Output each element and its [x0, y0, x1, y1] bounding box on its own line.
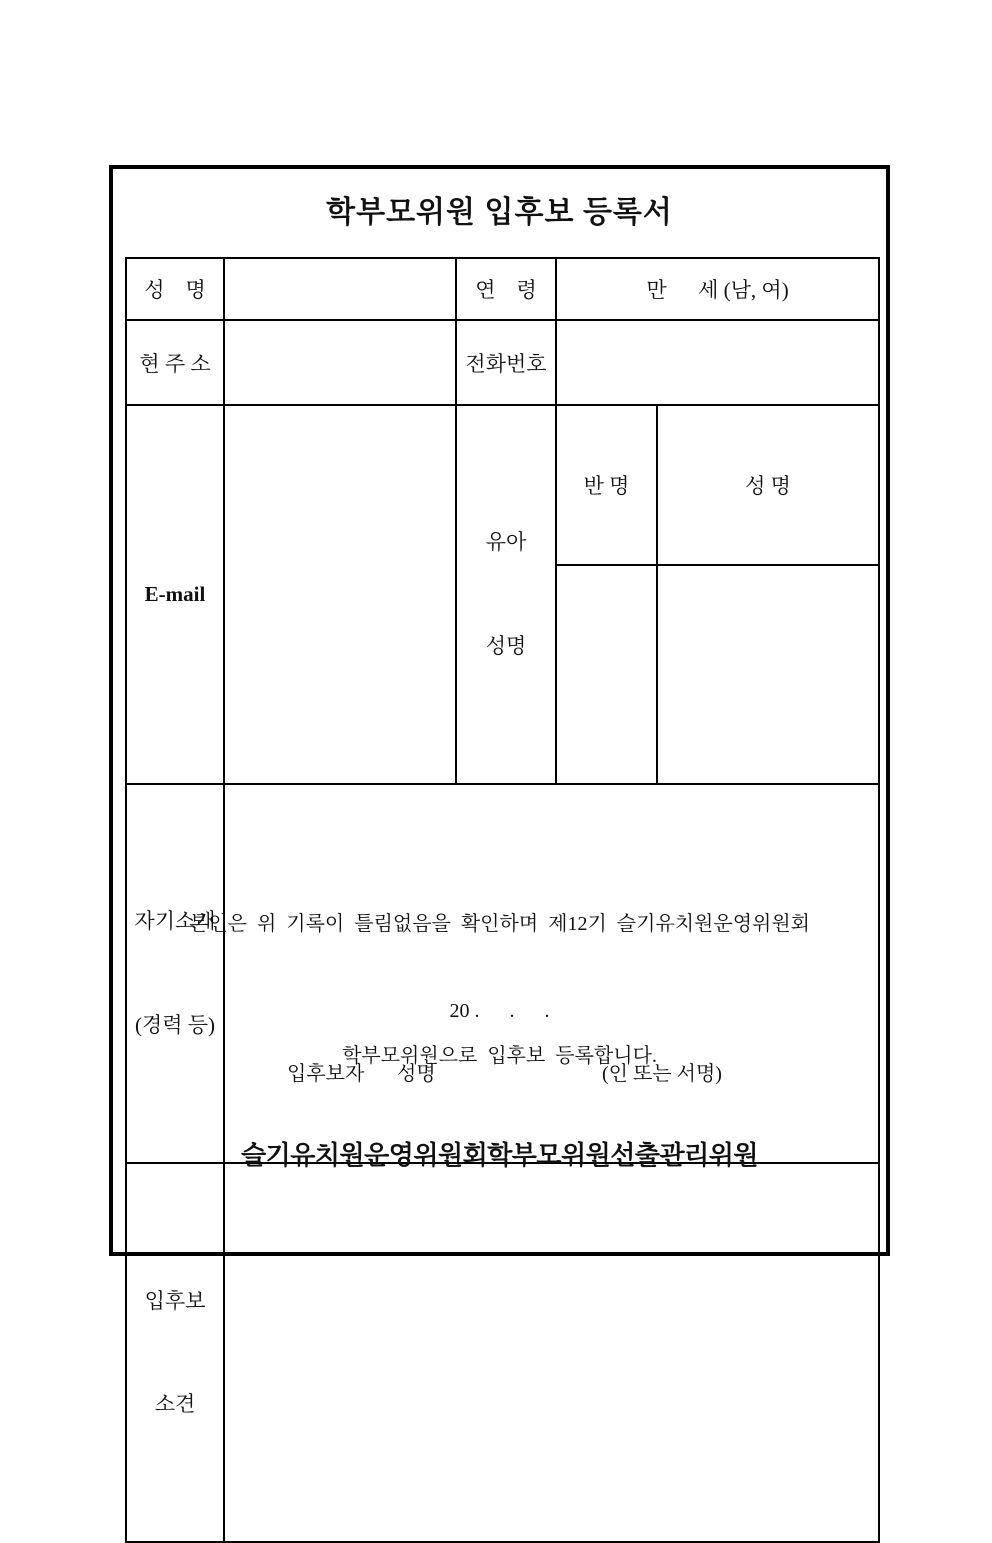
address-input-cell: [224, 320, 456, 405]
seal-or-signature-note: (인 또는 서명): [602, 1063, 722, 1085]
phone-label: 전화번호: [456, 320, 556, 405]
child-label-line1: 유아: [485, 530, 527, 555]
committee-footer: 슬기유치원운영위원회학부모위원선출관리위원: [241, 1141, 758, 1170]
child-name-header: 성 명: [657, 405, 879, 565]
statement-line1: 본인은 위 기록이 틀림없음을 확인하며 제12기 슬기유치원운영위원회: [189, 913, 810, 935]
phone-input-cell: [556, 320, 879, 405]
signature-row: [113, 1057, 886, 1087]
candidate-label: 입후보자: [287, 1063, 365, 1085]
date-line: 20 . . .: [449, 1000, 550, 1022]
table-row-name-age: [126, 258, 879, 320]
class-name-input-cell: [556, 565, 657, 784]
address-label: 현 주 소: [126, 320, 224, 405]
opinion-label-line1: 입후보: [144, 1288, 206, 1313]
age-value-cell: 만 세 (남, 여): [556, 258, 879, 320]
email-label: E-mail: [126, 405, 224, 784]
form-border-frame: [109, 165, 890, 1417]
table-row-email-child-header: [126, 405, 879, 565]
email-input-cell: [224, 405, 456, 784]
child-name-label: [456, 405, 556, 784]
opinion-label-line2: 소견: [154, 1392, 196, 1417]
table-row-opinion: [126, 1163, 879, 1542]
confirmation-statement: [113, 814, 886, 1166]
page-title: 학부모위원 입후보 등록서: [326, 196, 673, 229]
name-input-cell: [224, 258, 456, 320]
table-row-address-phone: [126, 320, 879, 405]
child-name-input-cell: [657, 565, 879, 784]
self-intro-label-line2: (경력 등): [134, 1013, 216, 1038]
self-intro-label-line1: 자기소개: [134, 909, 216, 934]
opinion-label: [126, 1163, 224, 1542]
name-label: 성 명: [126, 258, 224, 320]
opinion-input-cell: [224, 1163, 879, 1542]
statement-line2: 학부모위원으로 입후보 등록합니다.: [342, 1045, 657, 1067]
age-label: 연 령: [456, 258, 556, 320]
class-name-header: 반 명: [556, 405, 657, 565]
signature-name-label: 성명: [397, 1063, 436, 1085]
child-label-line2: 성명: [485, 634, 527, 659]
